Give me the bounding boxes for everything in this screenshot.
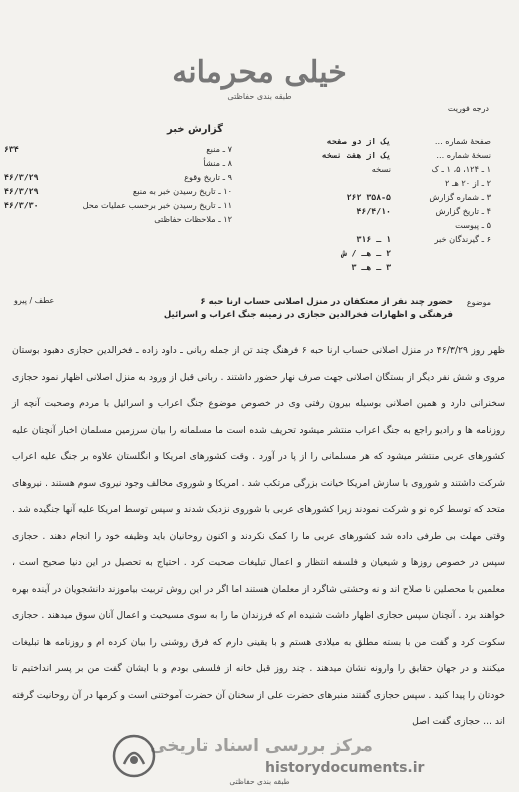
field-row: ۳ ـ شماره گزارش ۳۵۸-۵ ۲۶۲ [346,192,491,202]
subject-block [14,296,491,322]
field-row: صفحهٔ شماره ... یک از دو صفحه [326,136,491,146]
field-row: ۴ ـ تاریخ گزارش ۴۶/۴/۱۰ [356,206,491,216]
subject-label: موضوع [466,298,491,307]
classification-type-label: طبقه بندی حفاظتی [227,92,292,101]
body-paragraph: ظهر روز ۴۶/۳/۲۹ در منزل اصلانی حساب ارنا حبه ۶ فرهنگ چند تن از جمله ربانی ـ داود زاده ـ فخرالدین حجازی دهبود بوستان مروی و شش نفر دیگر از بستگان اصلانی جهت صرف نهار حضور داشتند . ربانی قبل از ورود به منزل اصلانی اظهار نمود حجازی سخنرانی دارد و همین اصلانی بوسیله بیرون رفتی وی در خصوص موضوع جنگ اعراب و اسرائیل با مردم وصحبت آنچه از روزنامه ها و رادیو راجع به جنگ اعراب منتشر میشود تحریف شده است ما مسلمانه را بیان سرزمین مسلمان اخبار آنچنان علیه کشورهای عربی منتشر میشود که هر مسلمانی را از پا در آورد . وقت کشورهای امریکا و انگلستان علاوه بر جنگ علیه اعراب شرکت داشتند و شوروی با سازش امریکا خیانت بزرگی مرتکب شد . امریکا و شوروی مخالف وجود نیروی سوم هستند . نیروهای متحد که توسط کره نو و شرکت نمودند زیرا کشورهای عربی با شوروی نزدیک شدند و سپس توسط امریکا علیه آنها جنگیده شد . وقتی مهلت بی طرفی داده شد کشورهای عربی ما را کمک نکردند و اکنون روحانیان باید وظیفه خود را انجام دهند . حجازی سپس در خصوص روزها و شیعیان و فلسفه انتظار و اعمال تبلیغات صحبت کرد . احتیاج به تحصیل در این دنیا صحیح است ، معلمین با محصلین نا صلاح اند و نه وحشتی شاگرد از معلمان هستند اما اگر در این روش تربیت بیاموزند دانشجویان در آینده بهره خواهند برد . آنچنان سپس حجازی اظهار داشت شنیده ام که فرزندان ما را به سوی مسیحیت و اعمال آنان سوق میدهند . حجازی سکوت کرد و گفت من با بسته مطلق به میلادی هستم و با یقینی دارم که فرق روشنی را بیان کرده ام و روزنامه ها تبلیغات میکنند و در جهان حقایق را وارونه نشان میدهند . چند روز قبل خانه از فلسفی بودم و با ایشان گفت من بر پسر انداختیم تا خودتان را پیدا کنید . سپس حجازی گفتند منبرهای حضرت علی از سخنان آن حضرت آموختنی است و کرمها در آن روحانیت گرفته اند ... حجازی گفت اصل [12,345,505,727]
subject-line-2: فرهنگی و اظهارات فخرالدین حجازی در زمینه جنگ اعراب و اسرائیل [163,310,453,320]
field-row: ۶ ـ گیرندگان خبر ۱ ـ ۳۱۶ [356,234,491,244]
header-fields-left [0,144,232,228]
watermark-archive-name: مرکز بررسی اسناد تاریخی [150,736,373,756]
report-title: گزارش خبر [166,124,223,135]
footer-classification-note: طبقه بندی حفاظتی [229,777,290,786]
field-row: ۱۰ ـ تاریخ رسیدن خبر به منبع ۴۶/۳/۲۹ [4,186,232,196]
classification-stamp: خیلی محرمانه [172,55,347,90]
field-row: ۱۱ ـ تاریخ رسیدن خبر برحسب عملیات محل ۴۶/۳/۳۰ [4,200,232,210]
field-row: ۵ ـ پیوست [455,220,491,230]
header-fields-right [241,136,491,276]
subject-line-1: حضور چند نفر از معتکفان در منزل اصلانی حساب ارنا حبه ۶ [200,297,453,307]
field-row: ۷ ـ منبع ۶۳۴ [4,144,232,154]
field-row: ۲ ـ هـ / ش [341,248,391,258]
field-row: نسخهٔ شماره ... یک از هفت نسخه [321,150,491,160]
report-body [12,338,505,736]
watermark-url: historydocuments.ir [265,760,425,776]
field-row: ۹ ـ تاریخ وقوع ۴۶/۳/۲۹ [4,172,232,182]
field-row: ۳ ـ هـ ۳ [351,262,391,272]
urgency-label: درجه فوریت [447,104,489,113]
field-row: ۱۲ ـ ملاحظات حفاظتی [154,214,232,224]
field-row: ۸ ـ منشأ [203,158,232,168]
field-row: ۲ ـ از ۲۰ هـ ۲ [445,178,491,188]
reference-label: عطف / پیرو [14,296,55,305]
field-row: ۱ ـ ۱۲۴، ۵، ۱ ـ ک نسخه [371,164,491,174]
